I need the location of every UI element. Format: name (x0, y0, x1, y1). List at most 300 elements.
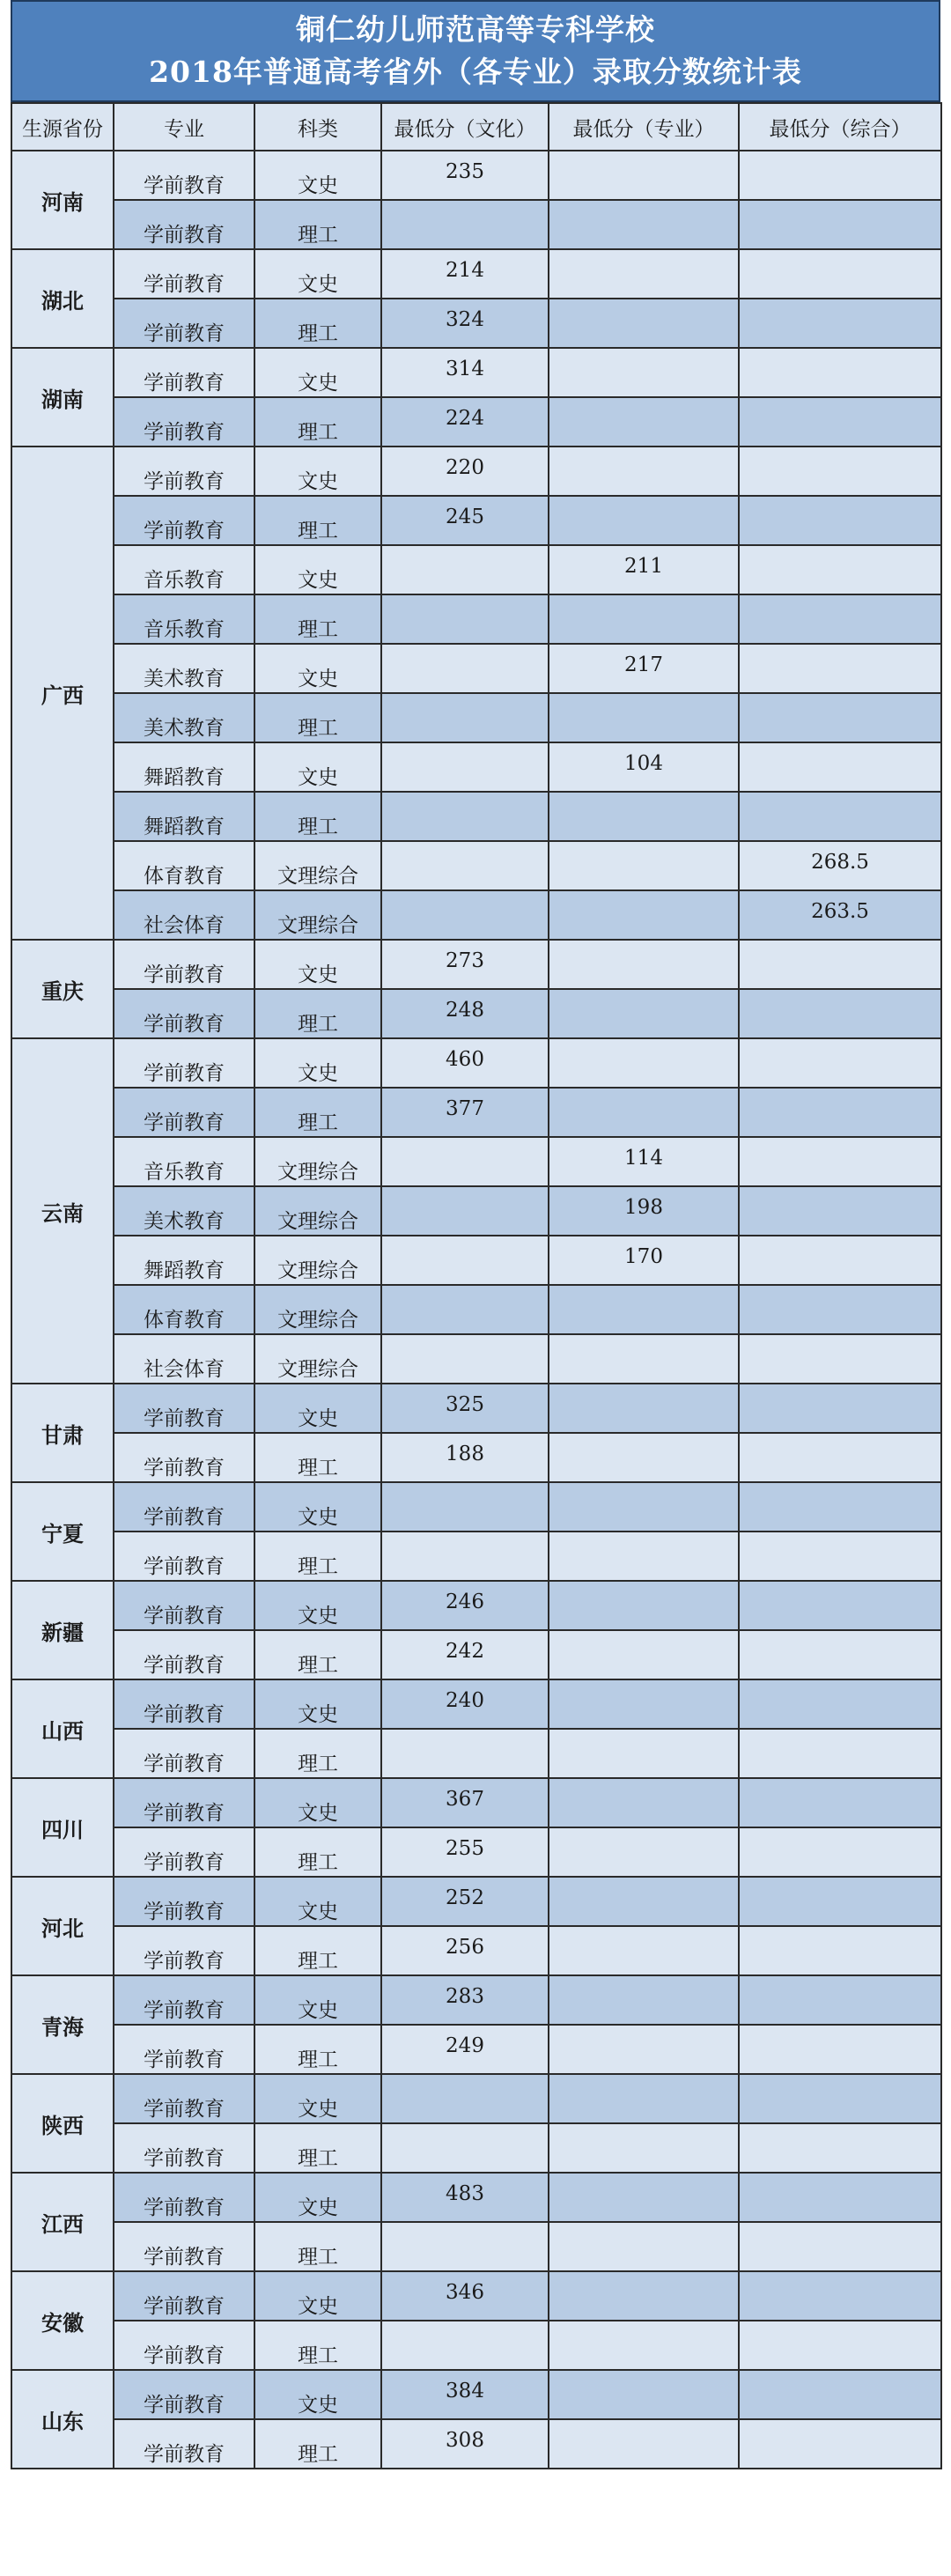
major-cell: 音乐教育 (114, 545, 254, 594)
major-cell: 社会体育 (114, 1334, 254, 1384)
major-cell: 学前教育 (114, 2025, 254, 2074)
min-composite-cell (739, 594, 941, 644)
major-cell: 学前教育 (114, 348, 254, 397)
min-culture-cell: 214 (381, 249, 549, 299)
min-culture-cell: 224 (381, 397, 549, 447)
min-composite-cell (739, 1581, 941, 1630)
min-composite-cell (739, 1186, 941, 1236)
min-professional-cell: 211 (549, 545, 739, 594)
min-professional-cell (549, 1778, 739, 1827)
table-row (11, 2222, 941, 2271)
table-row (11, 1236, 941, 1285)
major-cell: 舞蹈教育 (114, 792, 254, 841)
min-composite-cell (739, 1334, 941, 1384)
table-row (11, 151, 941, 200)
min-culture-cell (381, 1137, 549, 1186)
table-row (11, 1038, 941, 1088)
major-cell: 学前教育 (114, 1038, 254, 1088)
province-cell: 安徽 (11, 2271, 114, 2370)
major-cell: 学前教育 (114, 2419, 254, 2469)
category-cell: 理工 (254, 1088, 381, 1137)
min-professional-cell (549, 1038, 739, 1088)
min-composite-cell (739, 2419, 941, 2469)
major-cell: 学前教育 (114, 447, 254, 496)
major-cell: 学前教育 (114, 1088, 254, 1137)
min-professional-cell (549, 1581, 739, 1630)
table-row (11, 841, 941, 890)
min-professional-cell (549, 348, 739, 397)
min-composite-cell (739, 1827, 941, 1877)
min-professional-cell (549, 249, 739, 299)
major-cell: 音乐教育 (114, 594, 254, 644)
min-culture-cell (381, 792, 549, 841)
min-professional-cell (549, 1729, 739, 1778)
min-professional-cell (549, 1285, 739, 1334)
min-professional-cell (549, 2025, 739, 2074)
major-cell: 音乐教育 (114, 1137, 254, 1186)
min-composite-cell (739, 2370, 941, 2419)
category-cell: 文史 (254, 1679, 381, 1729)
min-culture-cell: 273 (381, 940, 549, 989)
category-cell: 理工 (254, 594, 381, 644)
min-composite-cell (739, 1285, 941, 1334)
min-culture-cell: 246 (381, 1581, 549, 1630)
province-cell: 宁夏 (11, 1482, 114, 1581)
min-culture-cell (381, 200, 549, 249)
category-cell: 理工 (254, 989, 381, 1038)
min-culture-cell: 220 (381, 447, 549, 496)
min-professional-cell (549, 447, 739, 496)
min-culture-cell: 325 (381, 1384, 549, 1433)
min-culture-cell: 235 (381, 151, 549, 200)
min-professional-cell (549, 1926, 739, 1975)
major-cell: 学前教育 (114, 940, 254, 989)
category-cell: 理工 (254, 1433, 381, 1482)
table-row (11, 1137, 941, 1186)
min-professional-cell (549, 989, 739, 1038)
min-composite-cell (739, 2123, 941, 2173)
min-composite-cell (739, 2222, 941, 2271)
major-cell: 学前教育 (114, 1926, 254, 1975)
min-culture-cell: 314 (381, 348, 549, 397)
table-row (11, 447, 941, 496)
min-professional-cell (549, 1482, 739, 1532)
min-composite-cell (739, 1630, 941, 1679)
major-cell: 社会体育 (114, 890, 254, 940)
min-culture-cell (381, 841, 549, 890)
category-cell: 文理综合 (254, 1236, 381, 1285)
major-cell: 学前教育 (114, 1975, 254, 2025)
major-cell: 美术教育 (114, 1186, 254, 1236)
province-cell: 河南 (11, 151, 114, 249)
category-cell: 文理综合 (254, 890, 381, 940)
category-cell: 文史 (254, 249, 381, 299)
table-row (11, 1285, 941, 1334)
category-cell: 文史 (254, 2173, 381, 2222)
category-cell: 理工 (254, 2419, 381, 2469)
min-professional-cell (549, 496, 739, 545)
min-culture-cell (381, 1334, 549, 1384)
min-culture-cell: 255 (381, 1827, 549, 1877)
min-professional-cell (549, 890, 739, 940)
province-cell: 青海 (11, 1975, 114, 2074)
category-cell: 理工 (254, 299, 381, 348)
table-row (11, 1630, 941, 1679)
header-row (11, 103, 941, 151)
min-composite-cell (739, 792, 941, 841)
province-cell: 重庆 (11, 940, 114, 1038)
major-cell: 学前教育 (114, 496, 254, 545)
table-row (11, 1581, 941, 1630)
table-row (11, 2173, 941, 2222)
min-professional-cell (549, 2271, 739, 2321)
table-row (11, 1384, 941, 1433)
province-cell: 四川 (11, 1778, 114, 1877)
min-professional-cell (549, 1088, 739, 1137)
min-culture-cell: 248 (381, 989, 549, 1038)
table-row (11, 348, 941, 397)
min-composite-cell (739, 1532, 941, 1581)
table-row (11, 1482, 941, 1532)
category-cell: 理工 (254, 1926, 381, 1975)
min-culture-cell (381, 545, 549, 594)
min-culture-cell (381, 890, 549, 940)
major-cell: 学前教育 (114, 249, 254, 299)
min-culture-cell (381, 1186, 549, 1236)
table-row (11, 496, 941, 545)
min-professional-cell (549, 200, 739, 249)
min-composite-cell (739, 1482, 941, 1532)
province-cell: 陕西 (11, 2074, 114, 2173)
category-cell: 理工 (254, 1532, 381, 1581)
major-cell: 学前教育 (114, 2321, 254, 2370)
province-cell: 山东 (11, 2370, 114, 2469)
province-cell: 新疆 (11, 1581, 114, 1679)
table-row (11, 200, 941, 249)
category-cell: 理工 (254, 2222, 381, 2271)
min-composite-cell (739, 989, 941, 1038)
table-row (11, 1827, 941, 1877)
header-category: 科类 (254, 103, 381, 151)
category-cell: 文史 (254, 151, 381, 200)
category-cell: 理工 (254, 2321, 381, 2370)
category-cell: 文史 (254, 1482, 381, 1532)
major-cell: 学前教育 (114, 1433, 254, 1482)
min-professional-cell: 198 (549, 1186, 739, 1236)
min-professional-cell: 114 (549, 1137, 739, 1186)
major-cell: 学前教育 (114, 2074, 254, 2123)
table-row (11, 397, 941, 447)
min-culture-cell: 252 (381, 1877, 549, 1926)
major-cell: 学前教育 (114, 989, 254, 1038)
min-culture-cell: 249 (381, 2025, 549, 2074)
major-cell: 体育教育 (114, 1285, 254, 1334)
table-row (11, 2271, 941, 2321)
min-culture-cell: 377 (381, 1088, 549, 1137)
category-cell: 文史 (254, 2271, 381, 2321)
table-row (11, 2321, 941, 2370)
major-cell: 学前教育 (114, 2370, 254, 2419)
min-composite-cell (739, 249, 941, 299)
major-cell: 体育教育 (114, 841, 254, 890)
min-composite-cell (739, 2074, 941, 2123)
table-row (11, 1088, 941, 1137)
min-composite-cell (739, 1975, 941, 2025)
header-province: 生源省份 (11, 103, 114, 151)
category-cell: 文理综合 (254, 841, 381, 890)
category-cell: 理工 (254, 496, 381, 545)
min-culture-cell: 245 (381, 496, 549, 545)
min-culture-cell: 483 (381, 2173, 549, 2222)
table-body (11, 151, 941, 2469)
province-cell: 江西 (11, 2173, 114, 2271)
min-composite-cell (739, 1926, 941, 1975)
table-row (11, 1975, 941, 2025)
min-culture-cell (381, 2123, 549, 2173)
table-row (11, 2370, 941, 2419)
table-row (11, 2123, 941, 2173)
min-culture-cell: 240 (381, 1679, 549, 1729)
min-culture-cell (381, 2321, 549, 2370)
major-cell: 学前教育 (114, 1729, 254, 1778)
province-cell: 湖南 (11, 348, 114, 447)
category-cell: 文史 (254, 447, 381, 496)
major-cell: 学前教育 (114, 2173, 254, 2222)
min-composite-cell (739, 1877, 941, 1926)
min-culture-cell (381, 1285, 549, 1334)
score-sheet (11, 0, 940, 2469)
major-cell: 学前教育 (114, 1581, 254, 1630)
major-cell: 学前教育 (114, 1827, 254, 1877)
min-professional-cell (549, 2419, 739, 2469)
min-professional-cell (549, 2173, 739, 2222)
min-composite-cell (739, 447, 941, 496)
min-composite-cell (739, 151, 941, 200)
category-cell: 文史 (254, 2074, 381, 2123)
table-row (11, 299, 941, 348)
min-professional-cell (549, 1877, 739, 1926)
category-cell: 文理综合 (254, 1186, 381, 1236)
table-row (11, 1334, 941, 1384)
min-composite-cell (739, 2321, 941, 2370)
table-row (11, 890, 941, 940)
table-row (11, 1877, 941, 1926)
category-cell: 理工 (254, 1827, 381, 1877)
min-culture-cell (381, 1729, 549, 1778)
min-professional-cell (549, 2370, 739, 2419)
table-row (11, 1679, 941, 1729)
min-professional-cell (549, 2074, 739, 2123)
table-row (11, 1729, 941, 1778)
min-professional-cell (549, 2123, 739, 2173)
major-cell: 学前教育 (114, 1679, 254, 1729)
min-culture-cell (381, 1532, 549, 1581)
province-cell: 湖北 (11, 249, 114, 348)
min-composite-cell (739, 496, 941, 545)
min-culture-cell: 460 (381, 1038, 549, 1088)
table-row (11, 693, 941, 742)
min-culture-cell: 346 (381, 2271, 549, 2321)
min-professional-cell: 217 (549, 644, 739, 693)
min-composite-cell (739, 2173, 941, 2222)
category-cell: 文史 (254, 1384, 381, 1433)
major-cell: 学前教育 (114, 2123, 254, 2173)
category-cell: 文史 (254, 644, 381, 693)
category-cell: 文史 (254, 2370, 381, 2419)
min-professional-cell (549, 940, 739, 989)
min-composite-cell (739, 1778, 941, 1827)
header-min-composite: 最低分（综合） (739, 103, 941, 151)
major-cell: 学前教育 (114, 397, 254, 447)
min-composite-cell (739, 1679, 941, 1729)
province-cell: 山西 (11, 1679, 114, 1778)
category-cell: 文理综合 (254, 1334, 381, 1384)
table-row (11, 249, 941, 299)
category-cell: 文理综合 (254, 1137, 381, 1186)
table-row (11, 1532, 941, 1581)
min-professional-cell (549, 841, 739, 890)
major-cell: 学前教育 (114, 151, 254, 200)
category-cell: 理工 (254, 1630, 381, 1679)
min-professional-cell: 170 (549, 1236, 739, 1285)
min-professional-cell (549, 1827, 739, 1877)
table-row (11, 594, 941, 644)
major-cell: 学前教育 (114, 1384, 254, 1433)
category-cell: 文史 (254, 1778, 381, 1827)
category-cell: 理工 (254, 693, 381, 742)
major-cell: 舞蹈教育 (114, 1236, 254, 1285)
category-cell: 文史 (254, 1038, 381, 1088)
min-composite-cell: 263.5 (739, 890, 941, 940)
major-cell: 学前教育 (114, 1778, 254, 1827)
table-row (11, 1433, 941, 1482)
min-professional-cell (549, 1679, 739, 1729)
min-culture-cell (381, 594, 549, 644)
min-professional-cell (549, 2222, 739, 2271)
major-cell: 学前教育 (114, 1630, 254, 1679)
min-composite-cell (739, 1384, 941, 1433)
min-composite-cell (739, 693, 941, 742)
province-cell: 甘肃 (11, 1384, 114, 1482)
major-cell: 学前教育 (114, 1482, 254, 1532)
category-cell: 文史 (254, 940, 381, 989)
min-composite-cell (739, 1137, 941, 1186)
major-cell: 学前教育 (114, 1532, 254, 1581)
major-cell: 美术教育 (114, 644, 254, 693)
category-cell: 文史 (254, 1877, 381, 1926)
min-composite-cell (739, 1433, 941, 1482)
category-cell: 理工 (254, 1729, 381, 1778)
min-professional-cell (549, 1630, 739, 1679)
min-professional-cell (549, 1384, 739, 1433)
min-composite-cell (739, 1729, 941, 1778)
min-professional-cell (549, 1433, 739, 1482)
table-subtitle: 2018年普通高考省外（各专业）录取分数统计表 (149, 55, 802, 89)
min-culture-cell: 384 (381, 2370, 549, 2419)
min-professional-cell (549, 1975, 739, 2025)
min-composite-cell: 268.5 (739, 841, 941, 890)
min-composite-cell (739, 1088, 941, 1137)
province-cell: 广西 (11, 447, 114, 940)
min-professional-cell (549, 594, 739, 644)
min-professional-cell: 104 (549, 742, 739, 792)
table-row (11, 2074, 941, 2123)
table-title (11, 0, 940, 102)
category-cell: 文史 (254, 1581, 381, 1630)
min-professional-cell (549, 1334, 739, 1384)
min-culture-cell: 188 (381, 1433, 549, 1482)
category-cell: 文理综合 (254, 1285, 381, 1334)
min-culture-cell (381, 2222, 549, 2271)
min-composite-cell (739, 940, 941, 989)
min-culture-cell (381, 644, 549, 693)
min-culture-cell (381, 693, 549, 742)
table-row (11, 1778, 941, 1827)
table-row (11, 2025, 941, 2074)
min-culture-cell (381, 1482, 549, 1532)
min-composite-cell (739, 200, 941, 249)
min-composite-cell (739, 299, 941, 348)
major-cell: 学前教育 (114, 299, 254, 348)
min-culture-cell: 308 (381, 2419, 549, 2469)
table-row (11, 545, 941, 594)
major-cell: 学前教育 (114, 1877, 254, 1926)
header-min-culture: 最低分（文化） (381, 103, 549, 151)
min-professional-cell (549, 693, 739, 742)
category-cell: 理工 (254, 2123, 381, 2173)
header-min-professional: 最低分（专业） (549, 103, 739, 151)
header-major: 专业 (114, 103, 254, 151)
table-row (11, 989, 941, 1038)
min-professional-cell (549, 397, 739, 447)
table-row (11, 742, 941, 792)
min-professional-cell (549, 299, 739, 348)
min-culture-cell: 324 (381, 299, 549, 348)
min-composite-cell (739, 2271, 941, 2321)
min-composite-cell (739, 644, 941, 693)
table-row (11, 940, 941, 989)
table-row (11, 644, 941, 693)
category-cell: 文史 (254, 1975, 381, 2025)
table-row (11, 792, 941, 841)
school-name: 铜仁幼儿师范高等专科学校 (296, 12, 655, 47)
category-cell: 文史 (254, 742, 381, 792)
min-composite-cell (739, 348, 941, 397)
min-culture-cell: 242 (381, 1630, 549, 1679)
major-cell: 学前教育 (114, 2271, 254, 2321)
min-professional-cell (549, 1532, 739, 1581)
major-cell: 美术教育 (114, 693, 254, 742)
category-cell: 理工 (254, 792, 381, 841)
table-row (11, 2419, 941, 2469)
min-composite-cell (739, 545, 941, 594)
min-culture-cell (381, 2074, 549, 2123)
major-cell: 学前教育 (114, 200, 254, 249)
category-cell: 文史 (254, 348, 381, 397)
min-professional-cell (549, 792, 739, 841)
min-professional-cell (549, 151, 739, 200)
min-culture-cell: 283 (381, 1975, 549, 2025)
province-cell: 云南 (11, 1038, 114, 1384)
min-culture-cell (381, 742, 549, 792)
table-row (11, 1186, 941, 1236)
min-composite-cell (739, 742, 941, 792)
category-cell: 理工 (254, 200, 381, 249)
category-cell: 文史 (254, 545, 381, 594)
min-culture-cell (381, 1236, 549, 1285)
min-composite-cell (739, 397, 941, 447)
major-cell: 学前教育 (114, 2222, 254, 2271)
